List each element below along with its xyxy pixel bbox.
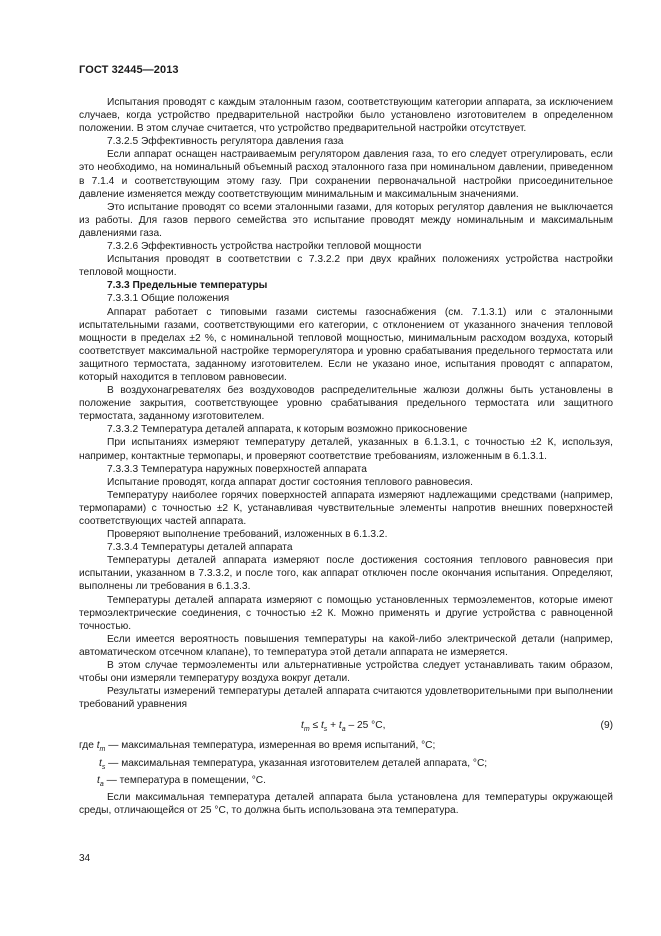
equation-9 bbox=[79, 711, 613, 739]
paragraph: Аппарат работает с типовыми газами системы газоснабжения (см. 7.1.3.1) или с эталонными испытательными газами, соответствующими его категории, с отклонением от указанного значения тепловой мощности в пределах ±2 %, с номинальной тепловой мощностью, минимальным расходом воздуха, который соответствует максимальной настройке терморегулятора и уровню срабатывания предельного термостата или защитного термостата, заданному изготовителем. Если не указано иное, испытания проводят с аппаратом, который находится в тепловом равновесии. bbox=[79, 306, 613, 383]
subsection-heading: 7.3.2.6 Эффективность устройства настройки тепловой мощности bbox=[107, 241, 422, 253]
section-heading: 7.3.3 Предельные температуры bbox=[107, 280, 268, 292]
equation-number: (9) bbox=[600, 720, 613, 732]
paragraph: Температуры деталей аппарата измеряют с помощью установленных термоэлементов, которые имеют термоэлектрические соединения, с точностью ±2 К. Можно применять и другие устройства с равноценной точностью. bbox=[79, 594, 613, 632]
paragraph: Результаты измерений температуры деталей аппарата считаются удовлетворительными при выполнении требований уравнения bbox=[79, 686, 613, 711]
paragraph: Если имеется вероятность повышения температуры на какой-либо электрической детали (например, автоматическом отсечном клапане), то температура этой детали аппарата не измеряется. bbox=[79, 633, 613, 658]
page-body bbox=[79, 96, 613, 817]
paragraph: В этом случае термоэлементы или альтернативные устройства следует устанавливать таким образом, чтобы они измеряли температуру воздуха вокруг детали. bbox=[79, 660, 613, 685]
paragraph: Испытания проводят с каждым эталонным газом, соответствующим категории аппарата, за исключением случаев, когда устройство предварительной настройки было установлено изготовителем в определенном положении. В этом случае считается, что устройство предварительной настройки отсутствует. bbox=[79, 97, 613, 135]
paragraph: Испытание проводят, когда аппарат достиг состояния теплового равновесия. bbox=[107, 476, 473, 488]
paragraph: Испытания проводят в соответствии с 7.3.2.2 при двух крайних положениях устройства настройки тепловой мощности. bbox=[79, 254, 613, 279]
paragraph: Проверяют выполнение требований, изложенных в 6.1.3.2. bbox=[107, 529, 388, 541]
paragraph: Если максимальная температура деталей аппарата была установлена для температуры окружающей среды, отличающейся от 25 °C, то должна быть использована эта температура. bbox=[79, 791, 613, 816]
page-number: 34 bbox=[79, 853, 91, 864]
document-code: ГОСТ 32445—2013 bbox=[79, 64, 179, 76]
paragraph: Температуру наиболее горячих поверхностей аппарата измеряют надлежащими средствами (например, термопарами) с точностью ±2 К, устанавливая чувствительные элементы напротив внешних поверхностей соответствующих частей аппарата. bbox=[79, 489, 613, 527]
subsection-heading: 7.3.3.3 Температура наружных поверхностей аппарата bbox=[107, 463, 367, 475]
equation-expression: $t_m \le t_s + t_a - 25$ °C, bbox=[301, 720, 386, 734]
subsection-heading: 7.3.3.2 Температура деталей аппарата, к которым возможно прикосновение bbox=[107, 424, 468, 436]
subsection-heading: 7.3.3.4 Температуры деталей аппарата bbox=[107, 542, 293, 554]
paragraph: Это испытание проводят со всеми эталонными газами, для которых регулятор давления не выключается из работы. Для газов первого семейства это испытание проводят между номинальным и максимальным давлениями газа. bbox=[79, 201, 613, 239]
paragraph: Если аппарат оснащен настраиваемым регулятором давления газа, то его следует отрегулировать, если это необходимо, на номинальный объемный расход эталонного газа при номинальном давлении, приведенном в 7.1.4 и соответствующим этому газу. При сохранении первоначальной настройки присоединительное давление изменяется между соответствующим минимальным и максимальным значениями. bbox=[79, 149, 613, 200]
definition-tm: где $t_m$ — максимальная температура, измеренная во время испытаний, °C; bbox=[79, 740, 436, 754]
subsection-heading: 7.3.2.5 Эффективность регулятора давления газа bbox=[107, 136, 344, 148]
definition-ta: $t_a$ — температура в помещении, °C. bbox=[97, 774, 266, 788]
definition-ts: $t_s$ — максимальная температура, указанная изготовителем деталей аппарата, °C; bbox=[99, 757, 488, 771]
subsection-heading: 7.3.3.1 Общие положения bbox=[107, 293, 230, 305]
paragraph: В воздухонагревателях без воздуховодов распределительные жалюзи должны быть установлены в положение закрытия, соответствующее уровню срабатывания предельного термостата или защитного термостата, заданному изготовителем. bbox=[79, 385, 613, 423]
paragraph: Температуры деталей аппарата измеряют после достижения состояния теплового равновесия при испытании, указанном в 7.3.3.2, и после того, как аппарат отключен после окончания испытания. Определяют, выполнены ли требования в 6.1.3.3. bbox=[79, 555, 613, 593]
paragraph: При испытаниях измеряют температуру деталей, указанных в 6.1.3.1, с точностью ±2 К, используя, например, контактные термопары, и проверяют соответствие требованиям, изложенным в 6.1.3.1. bbox=[79, 437, 613, 462]
